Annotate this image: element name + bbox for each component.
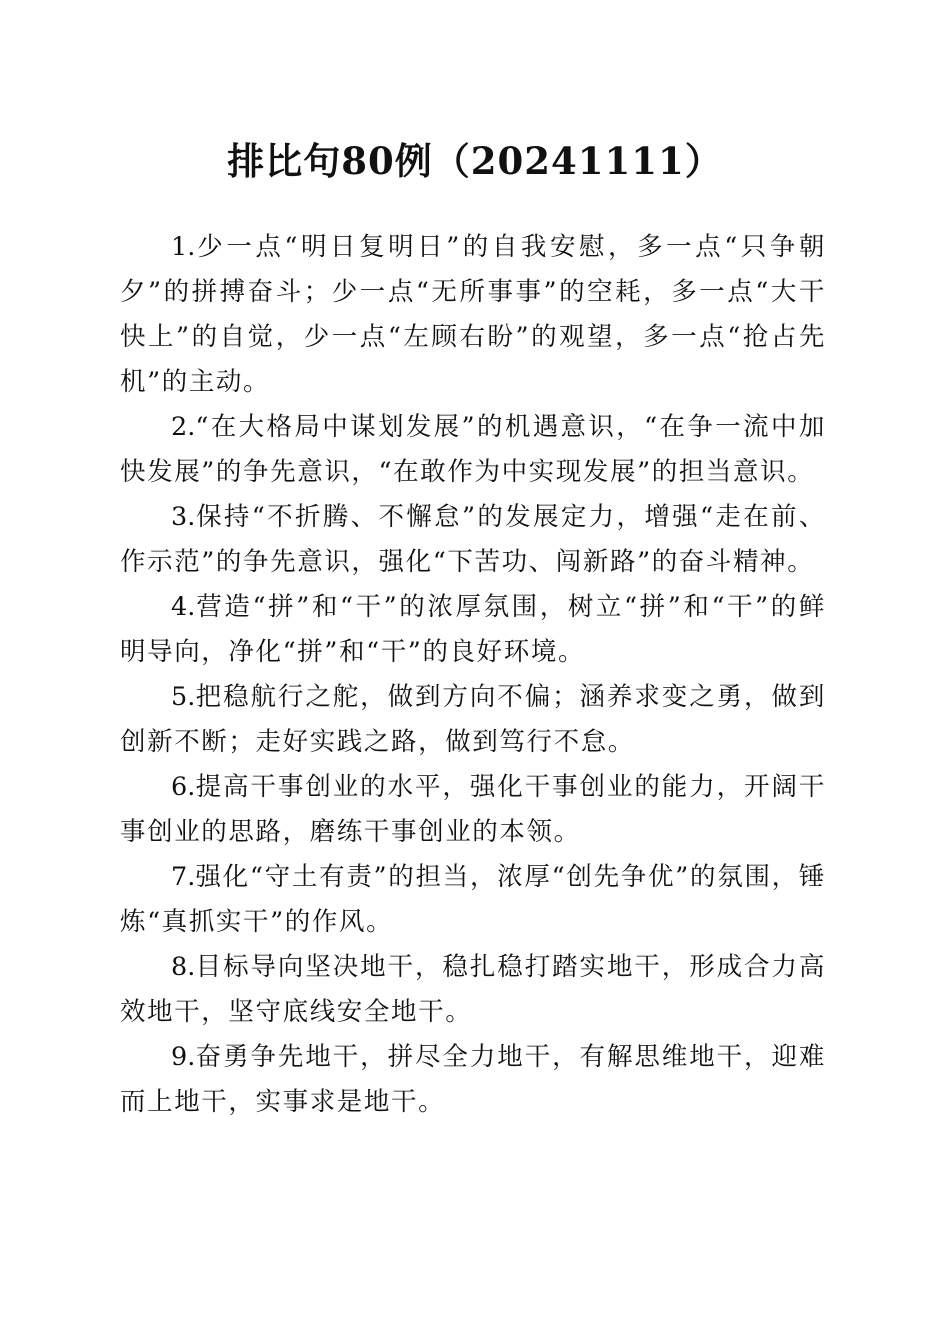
paragraph-text: 提高干事创业的水平，强化干事创业的能力，开阔干事创业的思路，磨练干事创业的本领。 — [120, 772, 826, 847]
paragraph-text: 保持“不折腾、不懈怠”的发展定力，增强“走在前、作示范”的争先意识，强化“下苦功、闯新路”的奋斗精神。 — [120, 502, 826, 577]
paragraph-9 — [120, 1035, 826, 1125]
paragraph-number: 2. — [171, 412, 196, 442]
paragraph-number: 7. — [171, 862, 196, 892]
paragraph-8 — [120, 945, 826, 1035]
paragraph-text: 营造“拼”和“干”的浓厚氛围，树立“拼”和“干”的鲜明导向，净化“拼”和“干”的良好环境。 — [120, 592, 826, 667]
paragraph-text: 目标导向坚决地干，稳扎稳打踏实地干，形成合力高效地干，坚守底线安全地干。 — [120, 952, 826, 1027]
paragraph-3 — [120, 495, 826, 585]
paragraph-number: 3. — [171, 502, 196, 532]
paragraph-number: 1. — [171, 232, 196, 262]
paragraph-text: 把稳航行之舵，做到方向不偏；涵养求变之勇，做到创新不断；走好实践之路，做到笃行不怠。 — [120, 682, 826, 757]
paragraph-number: 9. — [171, 1042, 196, 1072]
paragraph-4 — [120, 585, 826, 675]
paragraph-7 — [120, 855, 826, 945]
document-title: 排比句80例（20241111） — [227, 139, 723, 183]
paragraph-text: 奋勇争先地干，拼尽全力地干，有解思维地干，迎难而上地干，实事求是地干。 — [120, 1042, 826, 1117]
paragraph-text: “在大格局中谋划发展”的机遇意识，“在争一流中加快发展”的争先意识，“在敢作为中实现发展”的担当意识。 — [120, 412, 826, 487]
paragraph-1 — [120, 225, 826, 405]
paragraph-text: 强化“守土有责”的担当，浓厚“创先争优”的氛围，锤炼“真抓实干”的作风。 — [120, 862, 826, 937]
paragraph-number: 6. — [171, 772, 196, 802]
paragraph-2 — [120, 405, 826, 495]
paragraph-5 — [120, 675, 826, 765]
paragraph-text: 少一点“明日复明日”的自我安慰，多一点“只争朝夕”的拼搏奋斗；少一点“无所事事”的空耗，多一点“大干快上”的自觉，少一点“左顾右盼”的观望，多一点“抢占先机”的主动。 — [120, 232, 826, 397]
document-body — [120, 225, 826, 1125]
paragraph-6 — [120, 765, 826, 855]
paragraph-number: 4. — [171, 592, 196, 622]
paragraph-number: 5. — [171, 682, 196, 712]
paragraph-number: 8. — [171, 952, 196, 982]
